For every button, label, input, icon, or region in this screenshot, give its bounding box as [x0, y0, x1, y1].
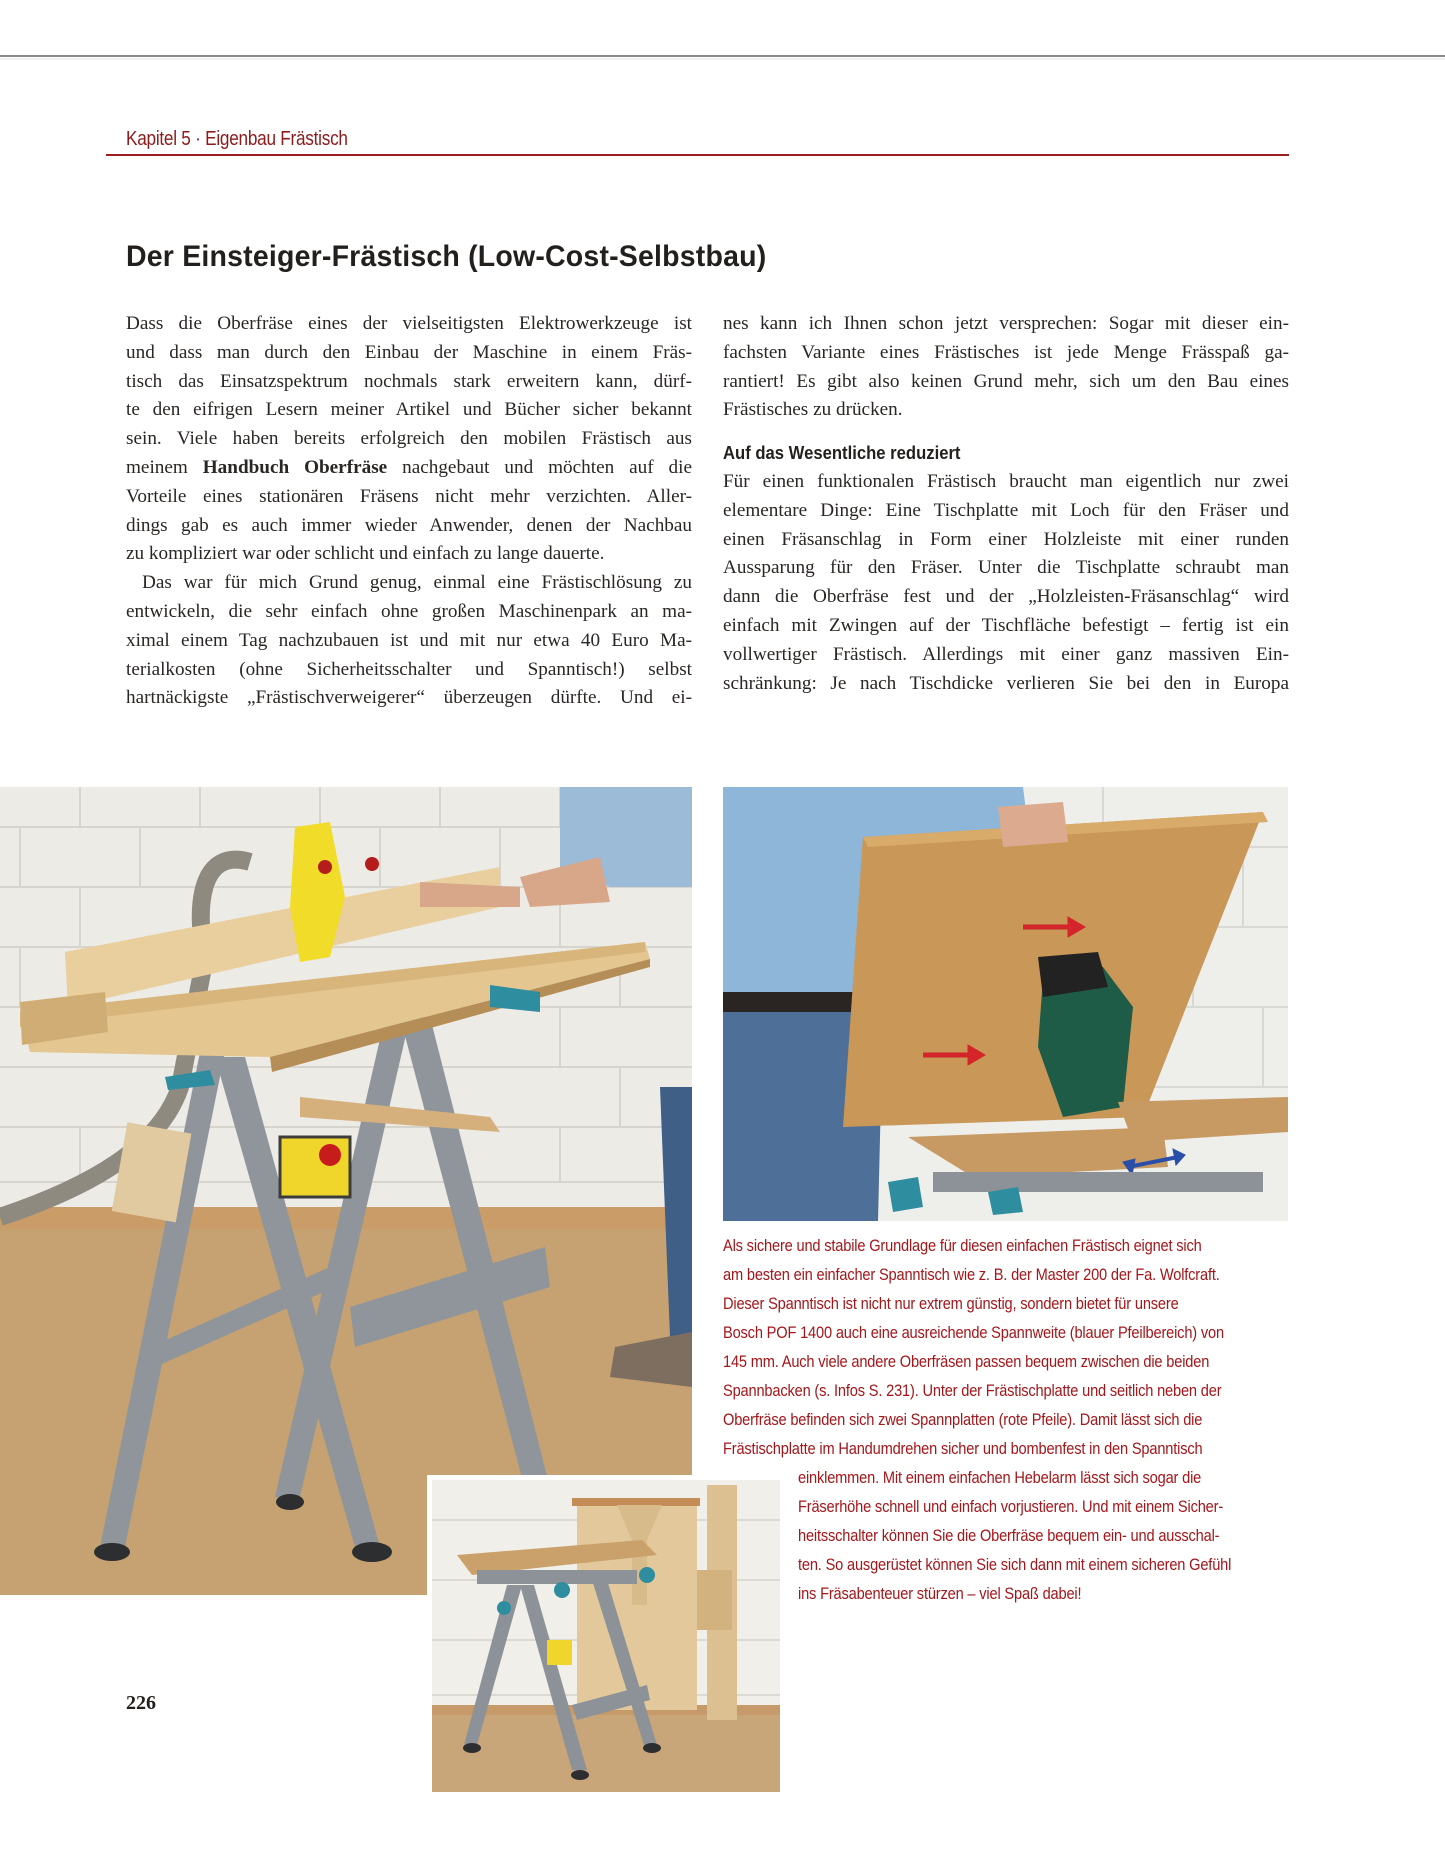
book-title-bold: Handbuch Oberfräse	[202, 456, 388, 478]
body-column-right	[723, 310, 1289, 698]
caption-line: Oberfräse befinden sich zwei Spannplatten (rote Pfeile). Damit lässt sich die	[723, 1410, 1203, 1429]
tabletop-clamping-illustration	[723, 787, 1288, 1221]
text-line: zu kompliziert war oder schlicht und einfach zu lange dauerte.	[126, 543, 605, 565]
caption-line: Fräserhöhe schnell und einfach vorjustieren. Und mit einem Sicher-	[798, 1497, 1224, 1516]
text-line-with-bold	[126, 454, 692, 483]
photo-router-table-main	[0, 787, 692, 1595]
text-line: Vorteile eines stationären Fräsens nicht mehr verzichten. Aller-	[126, 485, 692, 507]
paragraph-2	[126, 569, 692, 713]
figure-caption	[723, 1231, 1293, 1608]
text-line: Frästisches zu drücken.	[723, 399, 903, 421]
running-head-rule	[106, 154, 1289, 156]
caption-line: Spannbacken (s. Infos S. 231). Unter der Frästischplatte und seitlich neben der	[723, 1381, 1222, 1400]
text-line: ximal einem Tag nachzubauen ist und mit nur etwa 40 Euro Ma-	[126, 629, 692, 651]
text-line: Dass die Oberfräse eines der vielseitigsten Elektrowerkzeuge ist	[126, 313, 692, 334]
text-line: sein. Viele haben bereits erfolgreich den mobilen Frästisch aus	[126, 428, 692, 450]
text-fragment: meinem	[126, 456, 203, 478]
text-line: einen Fräsanschlag in Form einer Holzleiste mit einer runden	[723, 528, 1289, 550]
text-line: Aussparung für den Fräser. Unter die Tischplatte schraubt man	[723, 557, 1289, 579]
text-line: schränkung: Je nach Tischdicke verlieren Sie bei den in Europa	[723, 672, 1289, 694]
caption-line: am besten ein einfacher Spanntisch wie z. B. der Master 200 der Fa. Wolfcraft.	[723, 1265, 1220, 1284]
text-line: Das war für mich Grund genug, einmal eine Frästischlösung zu	[142, 572, 692, 594]
paragraph-4	[723, 468, 1289, 698]
caption-line: ten. So ausgerüstet können Sie sich dann mit einem sicheren Gefühl	[798, 1555, 1232, 1574]
paragraph-1	[126, 310, 692, 569]
text-line: entwickeln, die sehr einfach ohne großen Maschinenpark an ma-	[126, 600, 692, 622]
page-title: Der Einsteiger-Frästisch (Low-Cost-Selbstbau)	[126, 240, 767, 273]
page-number: 226	[126, 1692, 156, 1714]
caption-line: einklemmen. Mit einem einfachen Hebelarm lässt sich sogar die	[798, 1468, 1202, 1487]
section-subheading: Auf das Wesentliche reduziert	[723, 442, 961, 464]
top-border-shadow	[0, 58, 1445, 60]
caption-line: Als sichere und stabile Grundlage für diesen einfachen Frästisch eignet sich	[723, 1236, 1202, 1255]
text-line: dings gab es auch immer wieder Anwender, denen der Nachbau	[126, 514, 692, 536]
paragraph-3	[723, 310, 1289, 425]
text-line: tisch das Einsatzspektrum nochmals stark erweitern kann, dürf-	[126, 370, 692, 392]
caption-line: heitsschalter können Sie die Oberfräse bequem ein- und ausschal-	[798, 1526, 1220, 1545]
text-line: nes kann ich Ihnen schon jetzt versprechen: Sogar mit dieser ein-	[723, 313, 1289, 334]
text-line: vollwertiger Frästisch. Allerdings mit einer ganz massiven Ein-	[723, 643, 1289, 665]
text-fragment: nachgebaut und möchten auf die	[387, 456, 692, 478]
text-line: elementare Dinge: Eine Tischplatte mit Loch für den Fräser und	[723, 499, 1289, 521]
caption-line: ins Fräsabenteuer stürzen – viel Spaß dabei!	[798, 1584, 1082, 1603]
text-line: terialkosten (ohne Sicherheitsschalter und Spanntisch!) selbst	[126, 658, 692, 680]
text-line: dann die Oberfräse fest und der „Holzleisten-Fräsanschlag“ wird	[723, 586, 1289, 608]
caption-line: Frästischplatte im Handumdrehen sicher und bombenfest in den Spanntisch	[723, 1439, 1203, 1458]
text-line: fachsten Variante eines Frästisches ist jede Menge Frässpaß ga-	[723, 341, 1289, 363]
running-head: Kapitel 5 · Eigenbau Frästisch	[126, 128, 348, 150]
top-border-rule	[0, 55, 1445, 57]
photo-tabletop-clamping	[723, 787, 1288, 1221]
text-line: und dass man durch den Einbau der Maschine in einem Fräs-	[126, 341, 692, 363]
text-line: te den eifrigen Lesern meiner Artikel und Bücher sicher bekannt	[126, 399, 692, 421]
body-column-left	[126, 310, 692, 713]
caption-line: Bosch POF 1400 auch eine ausreichende Spannweite (blauer Pfeilbereich) von	[723, 1323, 1224, 1342]
caption-line: Dieser Spanntisch ist nicht nur extrem günstig, sondern bietet für unsere	[723, 1294, 1179, 1313]
text-line: Für einen funktionalen Frästisch braucht man eigentlich nur zwei	[723, 470, 1289, 492]
router-table-illustration	[0, 787, 692, 1595]
caption-line: 145 mm. Auch viele andere Oberfräsen passen bequem zwischen die beiden	[723, 1352, 1210, 1371]
text-line: rantiert! Es gibt also keinen Grund mehr, sich um den Bau eines	[723, 370, 1289, 392]
text-line: hartnäckigste „Frästischverweigerer“ überzeugen dürfte. Und ei-	[126, 687, 692, 709]
text-line: einfach mit Zwingen auf der Tischfläche befestigt – fertig ist ein	[723, 614, 1289, 636]
